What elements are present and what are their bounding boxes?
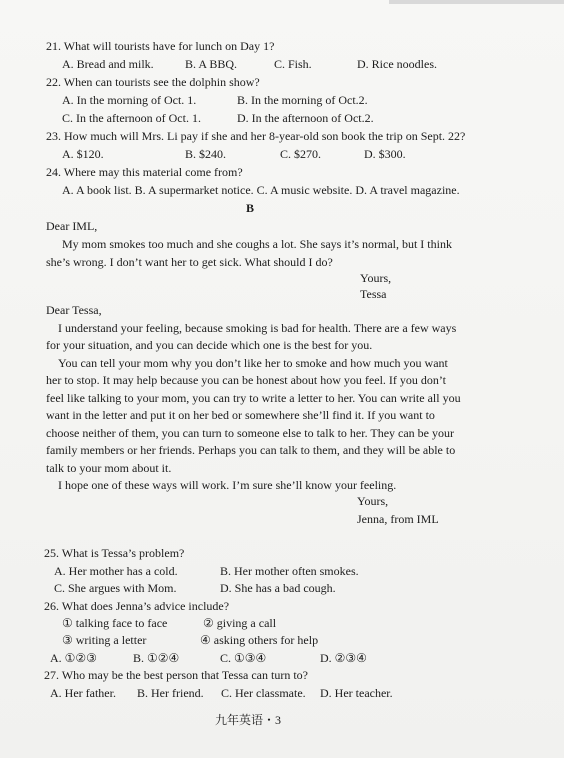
letter2-line: talk to your mom about it. [46,461,172,475]
q21-option-a: A. Bread and milk. [62,57,154,71]
q21-option-b: B. A BBQ. [185,57,238,71]
q25-stem: 25. What is Tessa’s problem? [44,546,185,560]
letter2-line: her to stop. It may help because you can be honest about how you feel. If you don’t [46,373,447,387]
q26-item-3: ③ writing a letter [62,633,147,647]
q27-option-b: B. Her friend. [137,686,204,700]
section-label: B [246,201,255,215]
letter2-line: choose neither of them, you can turn to someone else to talk to her. They can be your [46,426,454,440]
q26-stem: 26. What does Jenna’s advice include? [44,599,230,613]
q26-item-1: ① talking face to face [62,616,168,630]
letter2-line: feel like talking to your mom, you can try to write a letter to her. You can write all you [46,391,461,405]
q23-stem: 23. How much will Mrs. Li pay if she and her 8-year-old son book the trip on Sept. 22? [46,129,466,143]
letter1-closing: Yours, [360,271,392,285]
q22-option-b: B. In the morning of Oct.2. [237,93,368,107]
letter2-line: I hope one of these ways will work. I’m sure she’ll know your feeling. [58,478,397,492]
q24-stem: 24. Where may this material come from? [46,165,243,179]
q23-option-a: A. $120. [62,147,104,161]
letter2-closing: Yours, [357,494,389,508]
letter2-signature: Jenna, from IML [357,512,439,526]
q27-option-c: C. Her classmate. [221,686,306,700]
q21-option-d: D. Rice noodles. [357,57,437,71]
letter2-line: for your situation, and you can decide which one is the best for you. [46,338,373,352]
q26-item-2: ② giving a call [203,616,277,630]
q21-stem: 21. What will tourists have for lunch on Day 1? [46,39,275,53]
q26-option-b: B. ①②④ [133,651,180,665]
letter1-line: she’s wrong. I don’t want her to get sick. What should I do? [46,255,333,269]
letter2-greeting: Dear Tessa, [46,303,102,317]
q27-option-a: A. Her father. [50,686,116,700]
q22-option-c: C. In the afternoon of Oct. 1. [62,111,201,125]
q22-option-d: D. In the afternoon of Oct.2. [237,111,374,125]
q26-option-c: C. ①③④ [220,651,267,665]
q21-option-c: C. Fish. [274,57,312,71]
q25-option-c: C. She argues with Mom. [54,581,177,595]
letter1-greeting: Dear IML, [46,219,98,233]
letter1-signature: Tessa [360,287,387,301]
q26-item-4: ④ asking others for help [200,633,319,647]
letter2-line: want in the letter and put it on her bed or somewhere she’ll find it. If you want to [46,408,435,422]
q23-option-b: B. $240. [185,147,227,161]
q24-options: A. A book list. B. A supermarket notice. C. A music website. D. A travel magazine. [62,183,460,197]
q23-option-d: D. $300. [364,147,406,161]
q25-option-d: D. She has a bad cough. [220,581,336,595]
q22-stem: 22. When can tourists see the dolphin show? [46,75,260,89]
q27-option-d: D. Her teacher. [320,686,393,700]
q25-option-a: A. Her mother has a cold. [54,564,178,578]
letter2-line: I understand your feeling, because smoking is bad for health. There are a few ways [58,321,457,335]
letter2-line: You can tell your mom why you don’t like her to smoke and how much you want [58,356,448,370]
q26-option-a: A. ①②③ [50,651,97,665]
page-footer: 九年英语・3 [215,713,282,727]
q26-option-d: D. ②③④ [320,651,367,665]
top-edge-strip [389,0,564,4]
q23-option-c: C. $270. [280,147,322,161]
letter1-line: My mom smokes too much and she coughs a lot. She says it’s normal, but I think [62,237,452,251]
q22-option-a: A. In the morning of Oct. 1. [62,93,197,107]
letter2-line: family members or her friends. Perhaps you can talk to them, and they will be able to [46,443,456,457]
q25-option-b: B. Her mother often smokes. [220,564,359,578]
q27-stem: 27. Who may be the best person that Tessa can turn to? [44,668,308,682]
